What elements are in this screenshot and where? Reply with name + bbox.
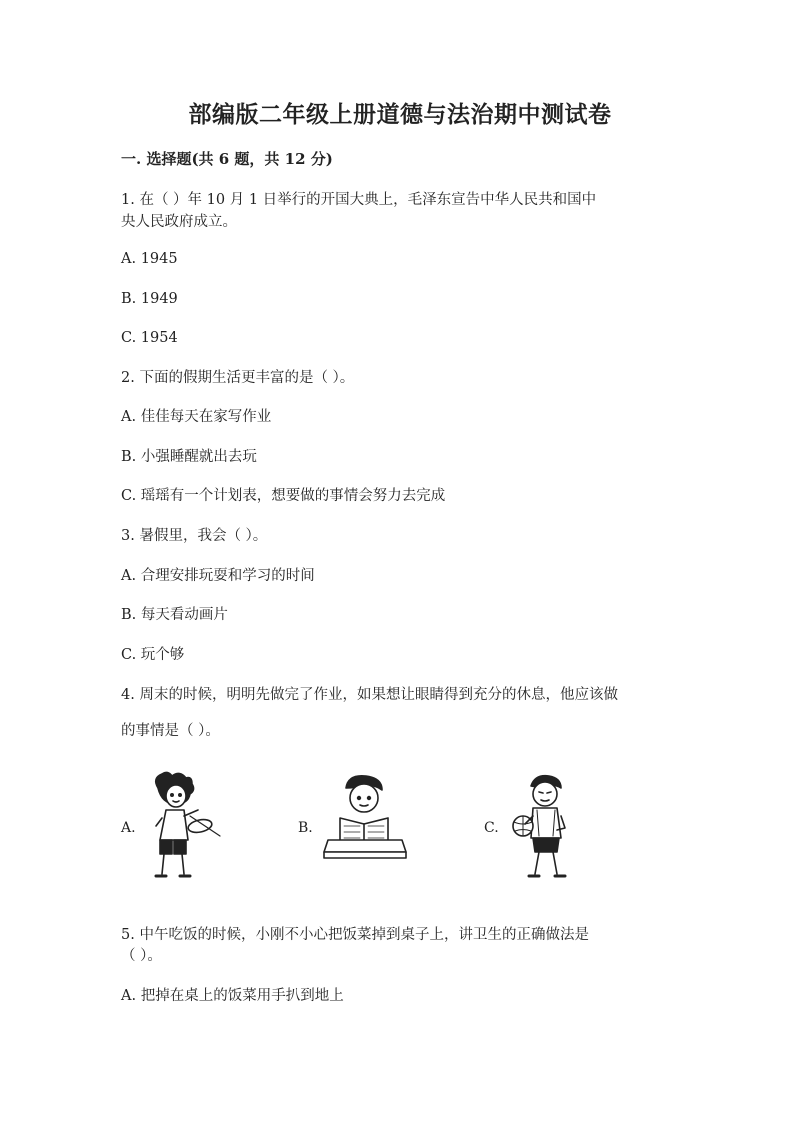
question-3-option-a: A. 合理安排玩耍和学习的时间 — [121, 568, 315, 584]
question-3-option-b: B. 每天看动画片 — [121, 607, 228, 623]
question-1-option-c: C. 1954 — [121, 330, 178, 346]
question-5-option-a: A. 把掉在桌上的饭菜用手扒到地上 — [121, 988, 344, 1004]
basketball-player-icon — [505, 770, 585, 890]
violin-player-icon — [138, 770, 228, 890]
figure-label-b: B. — [298, 820, 313, 836]
section-heading: 一. 选择题(共 6 题，共 12 分) — [121, 150, 333, 168]
question-4-stem-line2: 的事情是（ ）。 — [121, 723, 220, 739]
question-1-option-a: A. 1945 — [121, 251, 178, 267]
question-4-stem-line1: 4. 周末的时候，明明先做完了作业，如果想让眼睛得到充分的休息，他应该做 — [121, 687, 618, 703]
question-3-option-c: C. 玩个够 — [121, 647, 185, 663]
question-2-option-a: A. 佳佳每天在家写作业 — [121, 409, 272, 425]
question-3-stem: 3. 暑假里，我会（ ）。 — [121, 528, 268, 544]
question-5-stem-line1: 5. 中午吃饭的时候，小刚不小心把饭菜掉到桌子上，讲卫生的正确做法是 — [121, 927, 589, 943]
reading-boy-icon — [320, 770, 410, 890]
question-2-stem: 2. 下面的假期生活更丰富的是（ ）。 — [121, 370, 355, 386]
question-1-stem-line2: 央人民政府成立。 — [121, 214, 237, 230]
question-2-option-c: C. 瑶瑶有一个计划表，想要做的事情会努力去完成 — [121, 488, 446, 504]
figure-label-c: C. — [484, 820, 499, 836]
question-5-stem-line2: （ ）。 — [121, 948, 162, 964]
question-1-stem-line1: 1. 在（ ）年 10 月 1 日举行的开国大典上，毛泽东宣告中华人民共和国中 — [121, 192, 597, 208]
page-title: 部编版二年级上册道德与法治期中测试卷 — [188, 101, 612, 128]
question-2-option-b: B. 小强睡醒就出去玩 — [121, 449, 257, 465]
question-1-option-b: B. 1949 — [121, 291, 178, 307]
figure-label-a: A. — [121, 820, 136, 836]
